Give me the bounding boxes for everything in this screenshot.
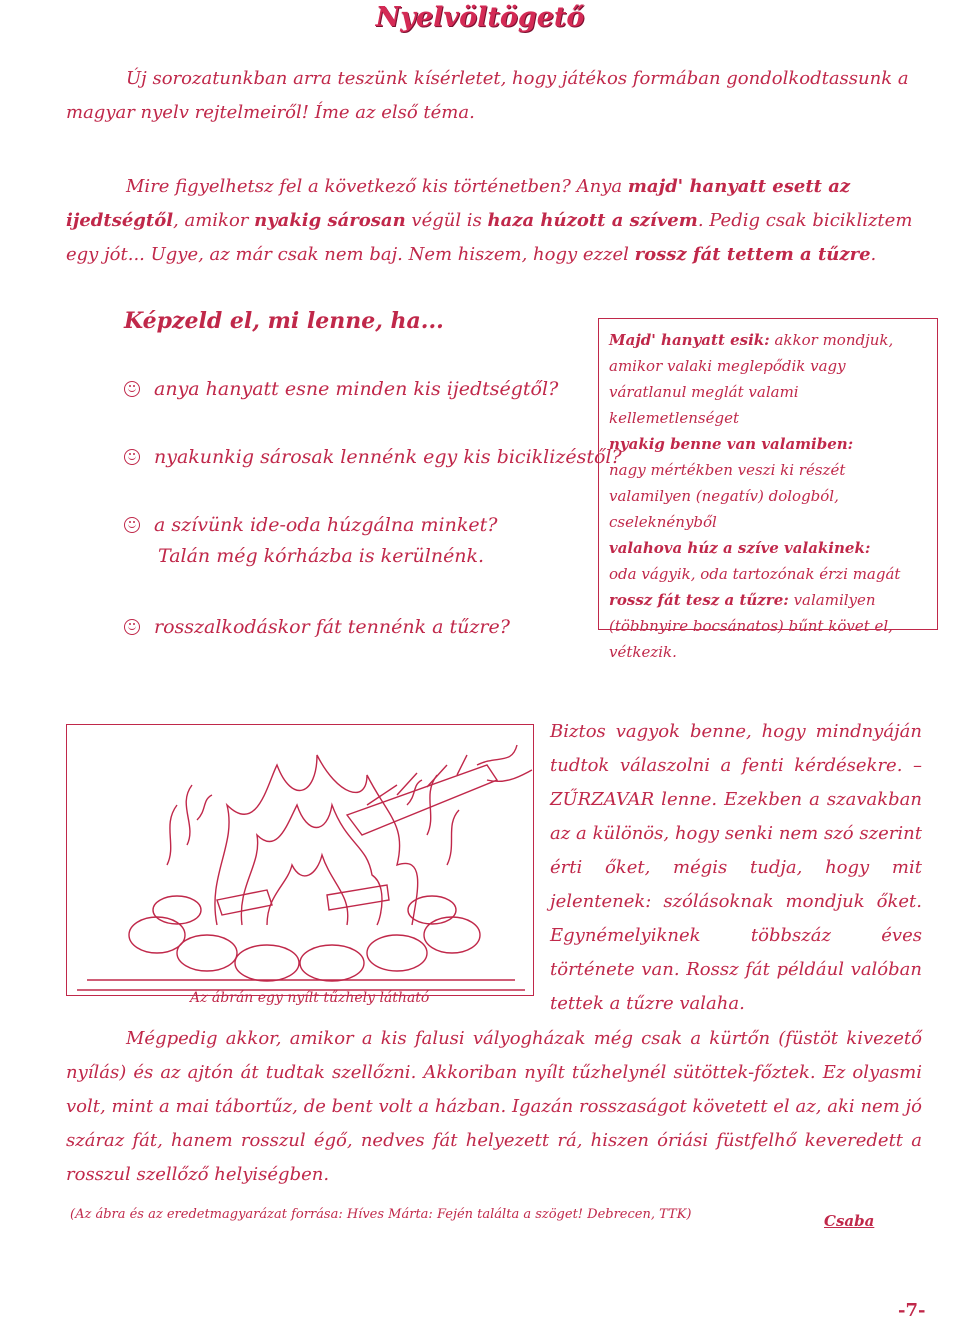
idiom-3: haza húzott a szívem [487, 210, 698, 231]
glossary-definition: oda vágyik, oda tartozónak érzi magát [609, 565, 901, 583]
idiom-1: majd' hanyatt esett az ijedtségtől [66, 176, 851, 231]
question-text: nyakunkig sárosak lennénk egy kis biciklizéstől? [154, 446, 622, 468]
question-text-continued: Talán még kórházba is kerülnénk. [158, 545, 485, 567]
glossary-definition: akkor mondjuk, amikor valaki meglepődik vagy váratlanul meglát valami kellemetlenséget [609, 331, 894, 427]
fire-illustration [66, 724, 534, 996]
side-paragraph: Biztos vagyok benne, hogy mindnyáján tudtok válaszolni a fenti kérdésekre. – ZŰRZAVAR lenne. Ezekben a szavakban az a különös, hogy senki nem szó szerint érti őket, mégis tudja, hogy mit jelentenek: szólásoknak mondjuk őket. Egynémelyiknek többszáz éves története van. Rossz fát például valóban tettek a tűzre valaha. [550, 721, 922, 1014]
glossary-definition: valamilyen (többnyire bocsánatos) bűnt követ el, vétkezik. [609, 591, 893, 661]
smiley-icon [124, 517, 140, 533]
story-paragraph [66, 170, 922, 272]
story-text-1: Mire figyelhetsz fel a következő kis történetben? Anya [126, 176, 628, 197]
question-text: rosszalkodáskor fát tennénk a tűzre? [154, 616, 510, 638]
question-text: a szívünk ide-oda húzgálna minket? [154, 514, 498, 536]
story-text-5: . [870, 244, 877, 265]
glossary-term: Majd' hanyatt esik: [609, 331, 770, 349]
smiley-icon [124, 381, 140, 397]
story-text-4: . Pedig csak bicikliztem egy jót... Ugye, az már csak nem baj. Nem hiszem, hogy ezzel [66, 210, 913, 265]
source-note: (Az ábra és az eredetmagyarázat forrása: Híves Márta: Fején találta a szöget! Debrecen, TTK) [70, 1207, 692, 1222]
smiley-icon [124, 449, 140, 465]
open-fire-drawing [67, 725, 534, 996]
story-text-3: végül is [405, 210, 488, 231]
intro-paragraph [66, 62, 922, 130]
question-1 [124, 374, 558, 405]
idiom-4: rossz fát tettem a tűzre [634, 244, 871, 265]
question-text: anya hanyatt esne minden kis ijedtségtől? [154, 378, 559, 400]
glossary-term: rossz fát tesz a tűzre: [609, 591, 789, 609]
idiom-2: nyakig sárosan [254, 210, 406, 231]
figure-caption: Az ábrán egy nyílt tűzhely látható [190, 990, 430, 1006]
imagine-heading: Képzeld el, mi lenne, ha... [124, 308, 444, 334]
bottom-paragraph [66, 1022, 922, 1192]
bottom-text: Mégpedig akkor, amikor a kis falusi vályogházak még csak a kürtőn (füstöt kivezető nyílás) és az ajtón át tudtak szellőzni. Akkoriban nyílt tűzhelynél sütöttek-főztek. Ez olyasmi volt, mint a mai tábortűz, de bent volt a házban. Igazán rosszaságot követett el az, aki nem jó száraz fát, hanem rosszul égő, nedves fát helyezett rá, hiszen óriási füstfelhő keveredett a rosszul szellőző helyiségben. [66, 1028, 922, 1185]
page-title: Nyelvöltögető [375, 2, 585, 33]
page-number: -7- [898, 1300, 926, 1321]
glossary-term: valahova húz a szíve valakinek: [609, 539, 871, 557]
author-signature: Csaba [824, 1212, 875, 1230]
glossary-definition: nagy mértékben veszi ki részét valamilyen (negatív) dologból, cseleknényből [609, 461, 846, 531]
intro-text: Új sorozatunkban arra teszünk kísérletet, hogy játékos formában gondolkodtassunk a magyar nyelv rejtelmeiről! Íme az első téma. [66, 68, 909, 123]
question-4 [124, 612, 510, 643]
story-text-2: , amikor [173, 210, 255, 231]
glossary-term: nyakig benne van valamiben: [609, 435, 854, 453]
glossary-box [598, 318, 938, 661]
question-2 [124, 442, 622, 473]
question-3 [124, 510, 497, 572]
smiley-icon [124, 619, 140, 635]
